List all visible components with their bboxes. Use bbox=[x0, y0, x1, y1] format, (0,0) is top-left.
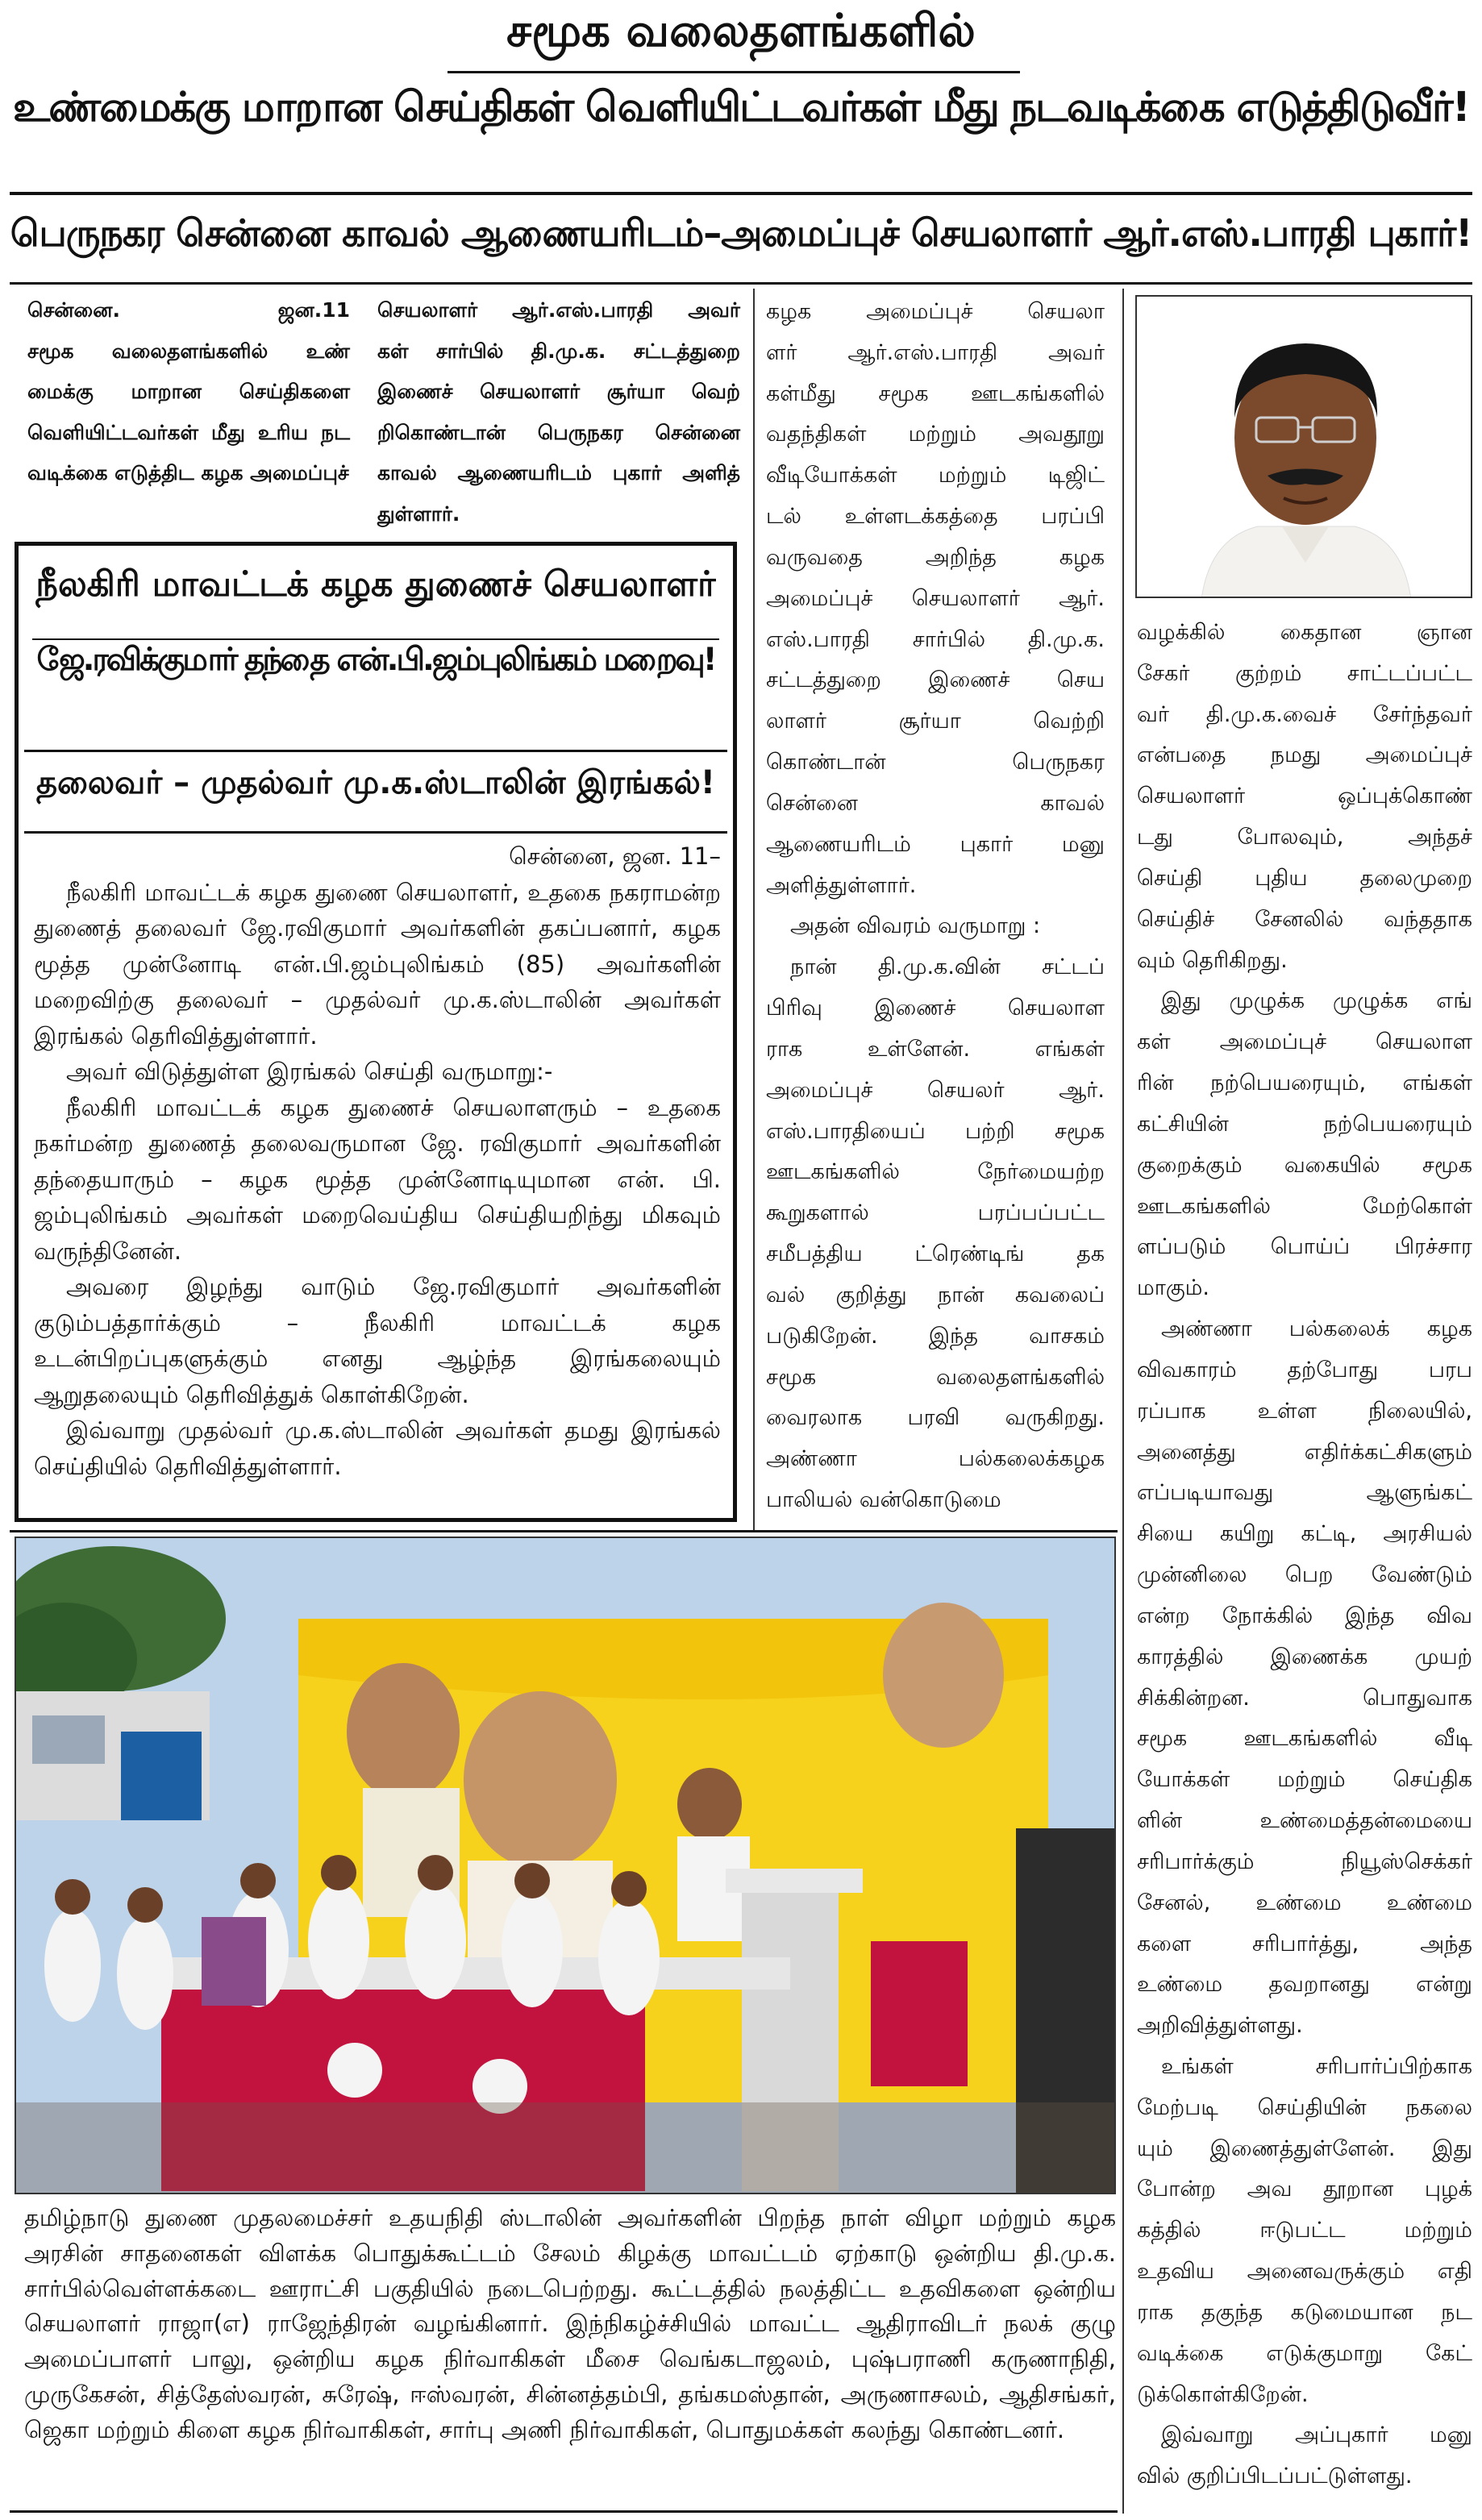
text-line: சமூக ஊடகங்களில் வீடி bbox=[1137, 1726, 1472, 1752]
text-line: இணைச் செயலாளர் சூர்யா வெற் bbox=[377, 380, 740, 404]
text-line: கூறுகளால் பரப்பப்பட்ட bbox=[766, 1200, 1105, 1226]
text-line: சமூக வலைதளங்களில் உண் bbox=[27, 339, 350, 363]
text-line: அளித்துள்ளார். bbox=[766, 872, 917, 898]
text-line: கத்தில் ஈடுபட்ட மற்றும் bbox=[1137, 2218, 1472, 2243]
text-line: அறிவித்துள்ளது. bbox=[1137, 2013, 1303, 2039]
divider bbox=[10, 1530, 1118, 1532]
divider bbox=[10, 192, 1472, 195]
text-line: சட்டத்துறை இணைச் செய bbox=[766, 667, 1105, 693]
text-line: வதந்திகள் மற்றும் அவதூறு bbox=[766, 422, 1105, 447]
text-line: டுக்கொள்கிறேன். bbox=[1137, 2381, 1309, 2407]
kicker-underline bbox=[448, 71, 1020, 73]
text-line: வடிக்கை எடுக்குமாறு கேட் bbox=[1137, 2340, 1472, 2366]
text-line: யோக்கள் மற்றும் செய்திக bbox=[1137, 1767, 1472, 1793]
divider bbox=[10, 2510, 1118, 2513]
text-line: வர் தி.மு.க.வைச் சேர்ந்தவர் bbox=[1137, 701, 1472, 727]
text-line: கொண்டான் பெருநகர bbox=[766, 750, 1105, 776]
text-line: போன்ற அவ தூறான புழக் bbox=[1137, 2177, 1472, 2202]
obituary-kicker: நீலகிரி மாவட்டக் கழக துணைச் செயலாளர் bbox=[35, 564, 716, 605]
photo-caption: தமிழ்நாடு துணை முதலமைச்சர் உதயநிதி ஸ்டாலின் அவர்களின் பிறந்த நாள் விழா மற்றும் கழக அரசின் சாதனைகள் விளக்க பொதுக்கூட்டம் சேலம் கிழக்கு மாவட்டம் ஏற்காடு ஒன்றிய தி.மு.க. சார்பில்வெள்ளக்கடை ஊராட்சி பகுதியில் நடைபெற்றது. கூட்டத்தில் நலத்திட்ட உதவிகளை ஒன்றிய செயலாளர் ராஜா(எ) ராஜேந்திரன் வழங்கினார். இந்நிகழ்ச்சியில் மாவட்ட ஆதிராவிடர் நலக் குழு அமைப்பாளர் பாலு, ஒன்றிய கழக நிர்வாகிகள் மீசை வெங்கடாஜலம், புஷ்பராணி கருணாநிதி, முருகேசன், சித்தேஸ்வரன், சுரேஷ், ஈஸ்வரன், சின்னத்தம்பி, தங்கமஸ்தான், அருணாசலம், ஆதிசங்கர், ஜெகா மற்றும் கிளை கழக நிர்வாகிகள், சார்பு அணி நிர்வாகிகள், பொதுமக்கள் கலந்து கொண்டனர். bbox=[24, 2204, 1116, 2443]
text-line: வடிக்கை எடுத்திட கழக அமைப்புச் bbox=[27, 461, 349, 485]
text-line: கழக அமைப்புச் செயலா bbox=[766, 299, 1105, 324]
text-line: காரத்தில் இணைக்க முயற் bbox=[1137, 1644, 1472, 1670]
text-line: சமூக வலைதளங்களில் bbox=[766, 1364, 1105, 1390]
text-line: பாலியல் வன்கொடுமை bbox=[766, 1487, 1001, 1513]
text-line: களை சரிபார்த்து, அந்த bbox=[1137, 1931, 1472, 1957]
text-line: வைரலாக பரவி வருகிறது. bbox=[766, 1405, 1105, 1431]
lead-column-a bbox=[27, 290, 350, 494]
text-line: துள்ளார். bbox=[377, 501, 460, 526]
obituary-body bbox=[34, 838, 721, 1484]
obituary-headline: ஜே.ரவிக்குமார் தந்தை என்.பி.ஜம்புலிங்கம் மறைவு! bbox=[36, 642, 715, 678]
text-line: என்பதை நமது அமைப்புச் bbox=[1137, 742, 1472, 768]
text-line: இவ்வாறு அப்புகார் மனு bbox=[1161, 2422, 1472, 2448]
divider bbox=[10, 282, 1472, 285]
text-line: அதன் விவரம் வருமாறு : bbox=[790, 913, 1041, 939]
main-headline: உண்மைக்கு மாறான செய்திகள் வெளியிட்டவர்கள் மீது நடவடிக்கை எடுத்திடுவீர்! bbox=[13, 84, 1469, 131]
text-line: கள் அமைப்புச் செயலாள bbox=[1137, 1029, 1472, 1055]
text-line: ஊடகங்களில் நேர்மையற்ற bbox=[766, 1159, 1105, 1185]
text-line: சரிபார்க்கும் நியூஸ்செக்கர் bbox=[1137, 1848, 1472, 1874]
text-line: வெளியிட்டவர்கள் மீது உரிய நட bbox=[27, 420, 350, 444]
text-line: ளர் ஆர்.எஸ்.பாரதி அவர் bbox=[766, 339, 1105, 365]
text-line: றிகொண்டான் பெருநகர சென்னை bbox=[377, 420, 740, 444]
text-line: சென்னை காவல் bbox=[766, 790, 1105, 816]
text-line: கட்சியின் நற்பெயரையும் bbox=[1137, 1111, 1472, 1137]
text-line: ளின் உண்மைத்தன்மையை bbox=[1137, 1808, 1472, 1834]
column-divider bbox=[1122, 289, 1124, 2514]
text-line: செயலாளர் ஒப்புக்கொண் bbox=[1137, 784, 1472, 809]
text-line: மைக்கு மாறான செய்திகளை bbox=[27, 380, 350, 404]
event-photo bbox=[15, 1537, 1116, 2194]
paragraph: அவர் விடுத்துள்ள இரங்கல் செய்தி வருமாறு:- bbox=[66, 1058, 553, 1085]
text-line: எப்படியாவது ஆளுங்கட் bbox=[1137, 1480, 1472, 1506]
text-line: செய்திச் சேனலில் வந்ததாக bbox=[1137, 906, 1472, 932]
lead-column-b bbox=[377, 290, 740, 534]
text-line: ராக தகுந்த கடுமையான நட bbox=[1137, 2299, 1472, 2325]
text-line: முன்னிலை பெற வேண்டும் bbox=[1137, 1562, 1472, 1588]
text-line: பிரிவு இணைச் செயலாள bbox=[766, 996, 1105, 1021]
subheadline: பெருநகர சென்னை காவல் ஆணையரிடம்–அமைப்புச் செயலாளர் ஆர்.எஸ்.பாரதி புகார்! bbox=[10, 211, 1472, 255]
text-line: அமைப்புச் செயலர் ஆர். bbox=[766, 1077, 1105, 1103]
text-line: வில் குறிப்பிடப்பட்டுள்ளது. bbox=[1137, 2464, 1413, 2489]
text-line: ளப்படும் பொய்ப் பிரச்சார bbox=[1137, 1234, 1472, 1260]
text-line: சியை கயிறு கட்டி, அரசியல் bbox=[1137, 1521, 1472, 1547]
paragraph: அவரை இழந்து வாடும் ஜே.ரவிகுமார் அவர்களின் குடும்பத்தார்க்கும் – நீலகிரி மாவட்டக் கழக உடன்பிறப்புகளுக்கும் எனது ஆழ்ந்த இரங்கலையும் ஆறுதலையும் தெரிவித்துக் கொள்கிறேன். bbox=[34, 1273, 721, 1408]
text-line: லாளர் சூர்யா வெற்றி bbox=[766, 709, 1105, 734]
text-line: வீடியோக்கள் மற்றும் டிஜிட் bbox=[766, 463, 1105, 489]
text-line: என்ற நோக்கில் இந்த விவ bbox=[1137, 1603, 1472, 1628]
text-line: செய்தி புதிய தலைமுறை bbox=[1137, 865, 1472, 891]
text-line: உதவிய அனைவருக்கும் எதி bbox=[1137, 2259, 1472, 2285]
text-line: அண்ணா பல்கலைக் கழக bbox=[1161, 1316, 1472, 1342]
dateline: சென்னை, ஜன. 11– bbox=[509, 842, 721, 870]
text-line: நான் தி.மு.க.வின் சட்டப் bbox=[790, 954, 1105, 980]
text-line: அண்ணா பல்கலைக்கழக bbox=[766, 1446, 1105, 1472]
text-line: குறைக்கும் வகையில் சமூக bbox=[1137, 1152, 1472, 1178]
text-line: அனைத்து எதிர்க்கட்சிகளும் bbox=[1137, 1439, 1472, 1465]
text-line: எஸ்.பாரதி சார்பில் தி.மு.க. bbox=[766, 626, 1105, 652]
paragraph: இவ்வாறு முதல்வர் மு.க.ஸ்டாலின் அவர்கள் தமது இரங்கல் செய்தியில் தெரிவித்துள்ளார். bbox=[34, 1416, 721, 1480]
text-line: செயலாளர் ஆர்.எஸ்.பாரதி அவர் bbox=[377, 298, 740, 322]
paragraph: நீலகிரி மாவட்டக் கழக துணை செயலாளர், உதகை நகராமன்ற துணைத் தலைவர் ஜே.ரவிகுமார் அவர்களின் தகப்பனார், கழக மூத்த முன்னோடி என்.பி.ஜம்புலிங்கம் (85) அவர்களின் மறைவிற்கு தலைவர் – முதல்வர் மு.க.ஸ்டாலின் அவர்கள் இரங்கல் தெரிவித்துள்ளார். bbox=[34, 878, 721, 1050]
text-line: வழக்கில் கைதான ஞான bbox=[1137, 620, 1472, 645]
text-line: இது முழுக்க முழுக்க எங் bbox=[1161, 988, 1472, 1014]
dateline: சென்னை. ஜன.11 bbox=[27, 298, 350, 322]
text-line: யும் இணைத்துள்ளேன். இது bbox=[1137, 2135, 1472, 2161]
text-line: மாகும். bbox=[1137, 1275, 1209, 1301]
article-column-d bbox=[1137, 613, 1472, 2497]
paragraph: நீலகிரி மாவட்டக் கழக துணைச் செயலாளரும் – உதகை நகர்மன்ற துணைத் தலைவருமான ஜே. ரவிகுமார் அவர்களின் தந்தையாரும் – கழக மூத்த முன்னோடியுமான என். பி. ஜம்புலிங்கம் அவர்கள் மறைவெய்திய செய்தியறிந்து மிகவும் வருந்தினேன். bbox=[34, 1093, 721, 1265]
text-line: ரப்பாக உள்ள நிலையில், bbox=[1137, 1398, 1472, 1424]
text-line: கள் சார்பில் தி.மு.க. சட்டத்துறை bbox=[377, 339, 740, 363]
text-line: உண்மை தவறானது என்று bbox=[1137, 1972, 1472, 1998]
text-line: கள்மீது சமூக ஊடகங்களில் bbox=[766, 380, 1105, 406]
divider bbox=[32, 638, 719, 640]
text-line: சமீபத்திய ட்ரெண்டிங் தக bbox=[766, 1241, 1105, 1267]
text-line: ஊடகங்களில் மேற்கொள் bbox=[1137, 1193, 1472, 1219]
obituary-subhead: தலைவர் – முதல்வர் மு.க.ஸ்டாலின் இரங்கல்! bbox=[35, 764, 716, 801]
text-line: காவல் ஆணையரிடம் புகார் அளித் bbox=[377, 461, 740, 485]
portrait-photo bbox=[1135, 295, 1472, 598]
text-line: உங்கள் சரிபார்ப்பிற்காக bbox=[1161, 2053, 1472, 2079]
column-divider bbox=[753, 289, 755, 1530]
text-line: ராக உள்ளேன். எங்கள் bbox=[766, 1036, 1105, 1062]
text-line: ரின் நற்பெயரையும், எங்கள் bbox=[1137, 1071, 1472, 1096]
article-column-c bbox=[766, 292, 1105, 1521]
text-line: மேற்படி செய்தியின் நகலை bbox=[1137, 2094, 1472, 2120]
text-line: அமைப்புச் செயலாளர் ஆர். bbox=[766, 585, 1105, 611]
text-line: டல் உள்ளடக்கத்தை பரப்பி bbox=[766, 504, 1105, 530]
text-line: விவகாரம் தற்போது பரப bbox=[1137, 1357, 1472, 1383]
text-line: வும் தெரிகிறது. bbox=[1137, 947, 1288, 973]
text-line: டது போலவும், அந்தச் bbox=[1137, 825, 1472, 850]
text-line: படுகிறேன். இந்த வாசகம் bbox=[766, 1323, 1105, 1349]
kicker: சமூக வலைதளங்களில் bbox=[506, 5, 976, 57]
text-line: வருவதை அறிந்த கழக bbox=[766, 544, 1105, 570]
text-line: எஸ்.பாரதியைப் பற்றி சமூக bbox=[766, 1118, 1105, 1144]
text-line: சிக்கின்றன. பொதுவாக bbox=[1137, 1685, 1472, 1711]
text-line: சேனல், உண்மை உண்மை bbox=[1137, 1890, 1472, 1915]
text-line: வல் குறித்து நான் கவலைப் bbox=[766, 1282, 1105, 1308]
text-line: சேகர் குற்றம் சாட்டப்பட்ட bbox=[1137, 660, 1472, 686]
text-line: ஆணையரிடம் புகார் மனு bbox=[766, 831, 1105, 857]
